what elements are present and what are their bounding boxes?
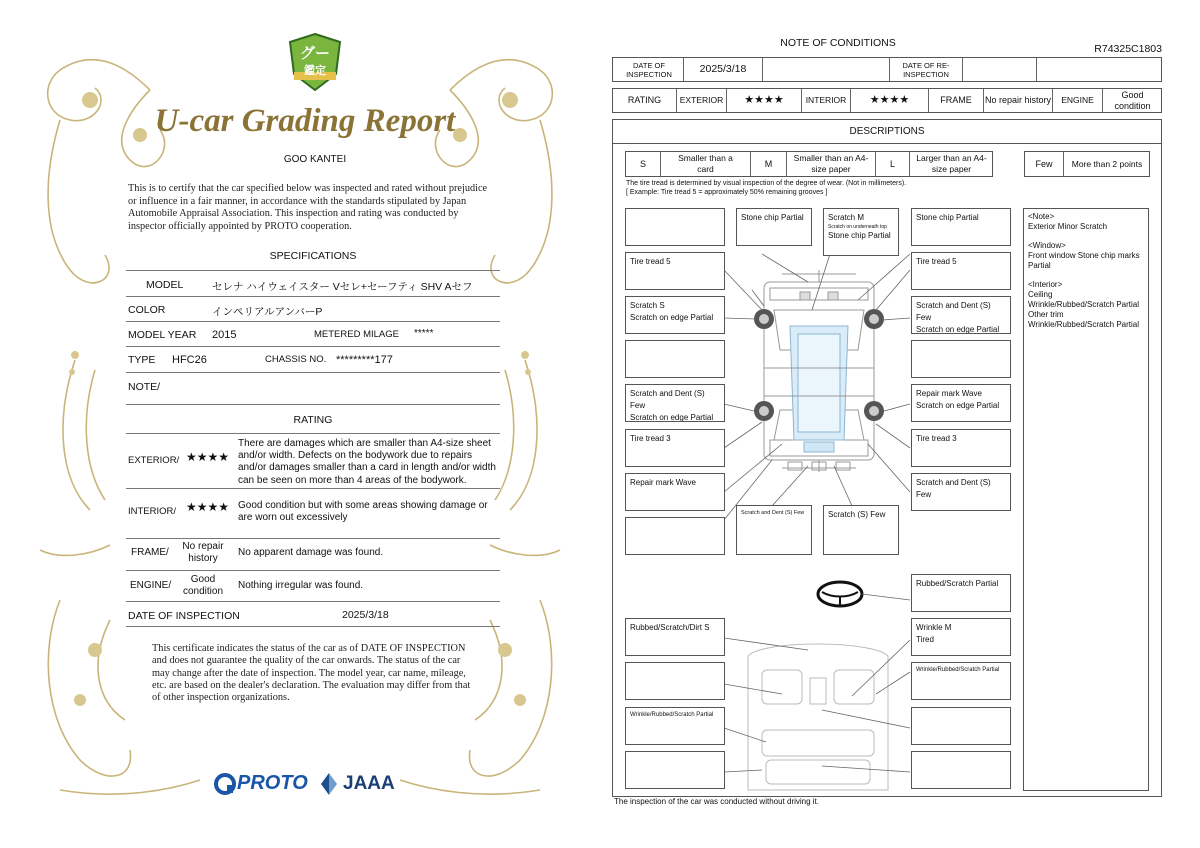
- exterior-label: EXTERIOR/: [128, 455, 180, 466]
- condition-box: [625, 517, 725, 555]
- descriptions-heading: DESCRIPTIONS: [849, 126, 925, 137]
- box-text: Rubbed/Scratch Partial: [916, 579, 999, 588]
- interior-text: Ceiling: [1028, 290, 1053, 299]
- box-text: Repair mark Wave: [916, 389, 982, 398]
- type-value: HFC26: [172, 354, 207, 366]
- exterior-stars: ★★★★: [744, 94, 784, 106]
- box-text: Tire tread 5: [916, 257, 957, 266]
- interior-description: Good condition but with some areas showing damage or are worn out excessively: [238, 500, 488, 524]
- interior-text: Wrinkle/Rubbed/Scratch Partial: [1028, 300, 1140, 309]
- condition-box: [911, 574, 1011, 612]
- condition-box: [911, 429, 1011, 467]
- proto-logo: [214, 772, 308, 795]
- mileage-label: METERED MILAGE: [314, 329, 399, 340]
- interior-text: Wrinkle/Rubbed/Scratch Partial: [1028, 320, 1140, 329]
- date-of-inspection-label: DATE OF INSPECTION: [626, 60, 672, 79]
- condition-box: [736, 505, 812, 555]
- conditions-title: NOTE OF CONDITIONS: [780, 37, 896, 49]
- condition-box: [911, 296, 1011, 334]
- box-text: Scratch and Dent (S) Few: [741, 510, 805, 516]
- rating-row: [612, 88, 1162, 113]
- box-text: Tire tread 5: [630, 257, 671, 266]
- tread-note-1: The tire tread is determined by visual inspection of the degree of wear. (Not in millimeters).: [626, 180, 907, 187]
- color-label: COLOR: [128, 304, 166, 316]
- model-value: セレナ ハイウェイスター Vセレ+セーフティ SHV Aセフ: [212, 281, 473, 293]
- engine-value: Good condition: [1114, 89, 1151, 111]
- condition-box: [625, 473, 725, 511]
- intro-text: This is to certify that the car specified below was inspected and rated without prejudice or influence in a fair manner, in accordance with the standards stipulated by Japan Automobile Appraisal Association. This inspection and rating was conducted by inspector officially appointed by PROTO cooperation.: [128, 183, 488, 232]
- rating-label: RATING: [627, 95, 662, 105]
- jaaa-logo-icon: [318, 772, 340, 796]
- box-text: Wrinkle M: [916, 623, 952, 632]
- box-text: Scratch on edge Partial: [630, 413, 714, 422]
- box-text: Scratch and Dent (S) Few: [916, 478, 991, 499]
- legend-s-desc: Smaller than a card: [678, 153, 733, 174]
- box-text: Scratch (S) Few: [828, 510, 886, 519]
- frame-description: No apparent damage was found.: [238, 547, 384, 558]
- goo-kantei-badge: [288, 32, 342, 92]
- notes-panel: [1023, 208, 1149, 791]
- note-heading: <Note>: [1028, 212, 1055, 221]
- box-text: Scratch on underneath top: [828, 224, 887, 230]
- interior-label: INTERIOR/: [128, 506, 177, 517]
- condition-box: [625, 429, 725, 467]
- interior-stars: ★★★★: [869, 94, 910, 106]
- proto-logo-text: PROTO: [237, 772, 308, 794]
- few-legend: [1024, 151, 1150, 177]
- box-text: Scratch on edge Partial: [916, 401, 1000, 410]
- condition-box: [736, 208, 812, 246]
- box-text: Scratch on edge Partial: [916, 325, 1000, 334]
- condition-box: [625, 707, 725, 745]
- certificate-footer-text: This certificate indicates the status of the car as of DATE OF INSPECTION and does not guarantee the quality of the car onwards. The status of the car may change after the date of inspection. The model year, car name, mileage, etc. are based on the dealer's declaration. The evaluation may differ from that of other inspection organizations.: [152, 643, 471, 704]
- engine-label: ENGINE/: [130, 580, 172, 591]
- box-text: Scratch S: [630, 301, 665, 310]
- engine-value: Good condition: [182, 574, 224, 597]
- condition-box: [625, 618, 725, 656]
- engine-label: ENGINE: [1061, 95, 1094, 105]
- model-year-value: 2015: [212, 329, 237, 341]
- engine-description: Nothing irregular was found.: [238, 580, 364, 591]
- box-text: Stone chip Partial: [741, 213, 804, 222]
- condition-box: [823, 505, 899, 555]
- condition-box: [911, 473, 1011, 511]
- legend-l: L: [889, 158, 895, 169]
- condition-box: [911, 208, 1011, 246]
- condition-box: [911, 384, 1011, 422]
- box-text: Stone chip Partial: [828, 231, 891, 240]
- steering-wheel-icon: [818, 582, 862, 606]
- box-text: Rubbed/Scratch/Dirt S: [630, 623, 710, 632]
- box-text: Stone chip Partial: [916, 213, 979, 222]
- proto-logo-icon: [214, 773, 236, 795]
- box-text: Scratch and Dent (S) Few: [916, 301, 991, 322]
- interior-heading: <Interior>: [1028, 280, 1063, 289]
- specifications-heading: SPECIFICATIONS: [269, 250, 357, 262]
- tread-note-2: [ Example: Tire tread 5 = approximately 50% remaining grooves ]: [626, 189, 828, 196]
- note-text: Exterior Minor Scratch: [1028, 222, 1108, 231]
- chassis-value: *********177: [336, 354, 393, 366]
- condition-box: [911, 751, 1011, 789]
- box-text: Wrinkle/Rubbed/Scratch Partial: [916, 667, 1000, 673]
- date-of-inspection-value: 2025/3/18: [342, 609, 389, 621]
- condition-box: [911, 252, 1011, 290]
- box-text: Tire tread 3: [916, 434, 957, 443]
- rating-heading: RATING: [293, 414, 333, 426]
- legend-few: Few: [1035, 158, 1053, 169]
- certificate-title: U-car Grading Report: [154, 103, 456, 139]
- model-year-label: MODEL YEAR: [128, 329, 197, 341]
- badge-bottom-text: 鑑定: [304, 65, 326, 77]
- exterior-stars: ★★★★: [186, 450, 230, 464]
- date-of-inspection-label: DATE OF INSPECTION: [128, 610, 240, 622]
- condition-box: [911, 707, 1011, 745]
- exterior-description: There are damages which are smaller than A4-size sheet and/or width. Defects on the bodywork due to repairs and/or damages smaller than a card in length and/or width can be seen on more than 4 areas of the bodywork.: [238, 438, 496, 486]
- condition-box: [625, 384, 725, 422]
- interior-label: INTERIOR: [805, 95, 847, 105]
- exterior-label: EXTERIOR: [679, 95, 724, 105]
- frame-value: No repair history: [182, 541, 224, 564]
- interior-stars: ★★★★: [186, 500, 230, 514]
- note-label: NOTE/: [128, 381, 161, 393]
- box-text: Tired: [916, 635, 934, 644]
- frame-label: FRAME/: [131, 547, 169, 558]
- box-text: Scratch on edge Partial: [630, 313, 714, 322]
- inspection-dates-row: [612, 57, 1162, 82]
- box-text: Wrinkle/Rubbed/Scratch Partial: [630, 712, 714, 718]
- condition-box: [625, 208, 725, 246]
- box-text: Repair mark Wave: [630, 478, 696, 487]
- re-inspection-label: DATE OF RE-INSPECTION: [902, 60, 950, 79]
- condition-box: [911, 340, 1011, 378]
- reference-number: R74325C1803: [1094, 43, 1162, 55]
- conditions-sheet: [600, 0, 1200, 848]
- condition-box: [625, 751, 725, 789]
- interior-text: Other trim: [1028, 310, 1064, 319]
- frame-value: No repair history: [984, 95, 1052, 105]
- legend-few-desc: More than 2 points: [1071, 158, 1143, 169]
- frame-label: FRAME: [940, 95, 972, 105]
- condition-box: [625, 296, 725, 334]
- legend-m: M: [764, 158, 773, 169]
- legend-s: S: [639, 158, 646, 169]
- condition-box: [823, 208, 899, 256]
- condition-box: [911, 662, 1011, 700]
- condition-box: [625, 252, 725, 290]
- certificate-subtitle: GOO KANTEI: [283, 154, 347, 165]
- model-label: MODEL: [146, 279, 184, 291]
- mileage-value: *****: [414, 328, 434, 339]
- jaaa-logo: [318, 772, 395, 796]
- window-heading: <Window>: [1028, 241, 1066, 250]
- type-label: TYPE: [128, 354, 156, 366]
- chassis-label: CHASSIS NO.: [265, 354, 327, 365]
- conditions-footer: The inspection of the car was conducted without driving it.: [614, 797, 819, 806]
- condition-box: [625, 340, 725, 378]
- legend-m-desc: Smaller than an A4-size paper: [793, 153, 869, 174]
- legend-l-desc: Larger than an A4-size paper: [916, 153, 987, 174]
- condition-box: [911, 618, 1011, 656]
- date-of-inspection-value: 2025/3/18: [699, 63, 747, 75]
- badge-top-text: グー: [299, 45, 330, 62]
- box-text: Tire tread 3: [630, 434, 671, 443]
- box-text: Scratch M: [828, 213, 865, 222]
- jaaa-logo-text: JAAA: [343, 773, 395, 794]
- box-text: Scratch and Dent (S) Few: [630, 389, 705, 410]
- color-value: インペリアルアンバーP: [212, 306, 323, 318]
- size-legend: [625, 151, 993, 177]
- window-text: Front window Stone chip marks Partial: [1028, 251, 1140, 270]
- condition-box: [625, 662, 725, 700]
